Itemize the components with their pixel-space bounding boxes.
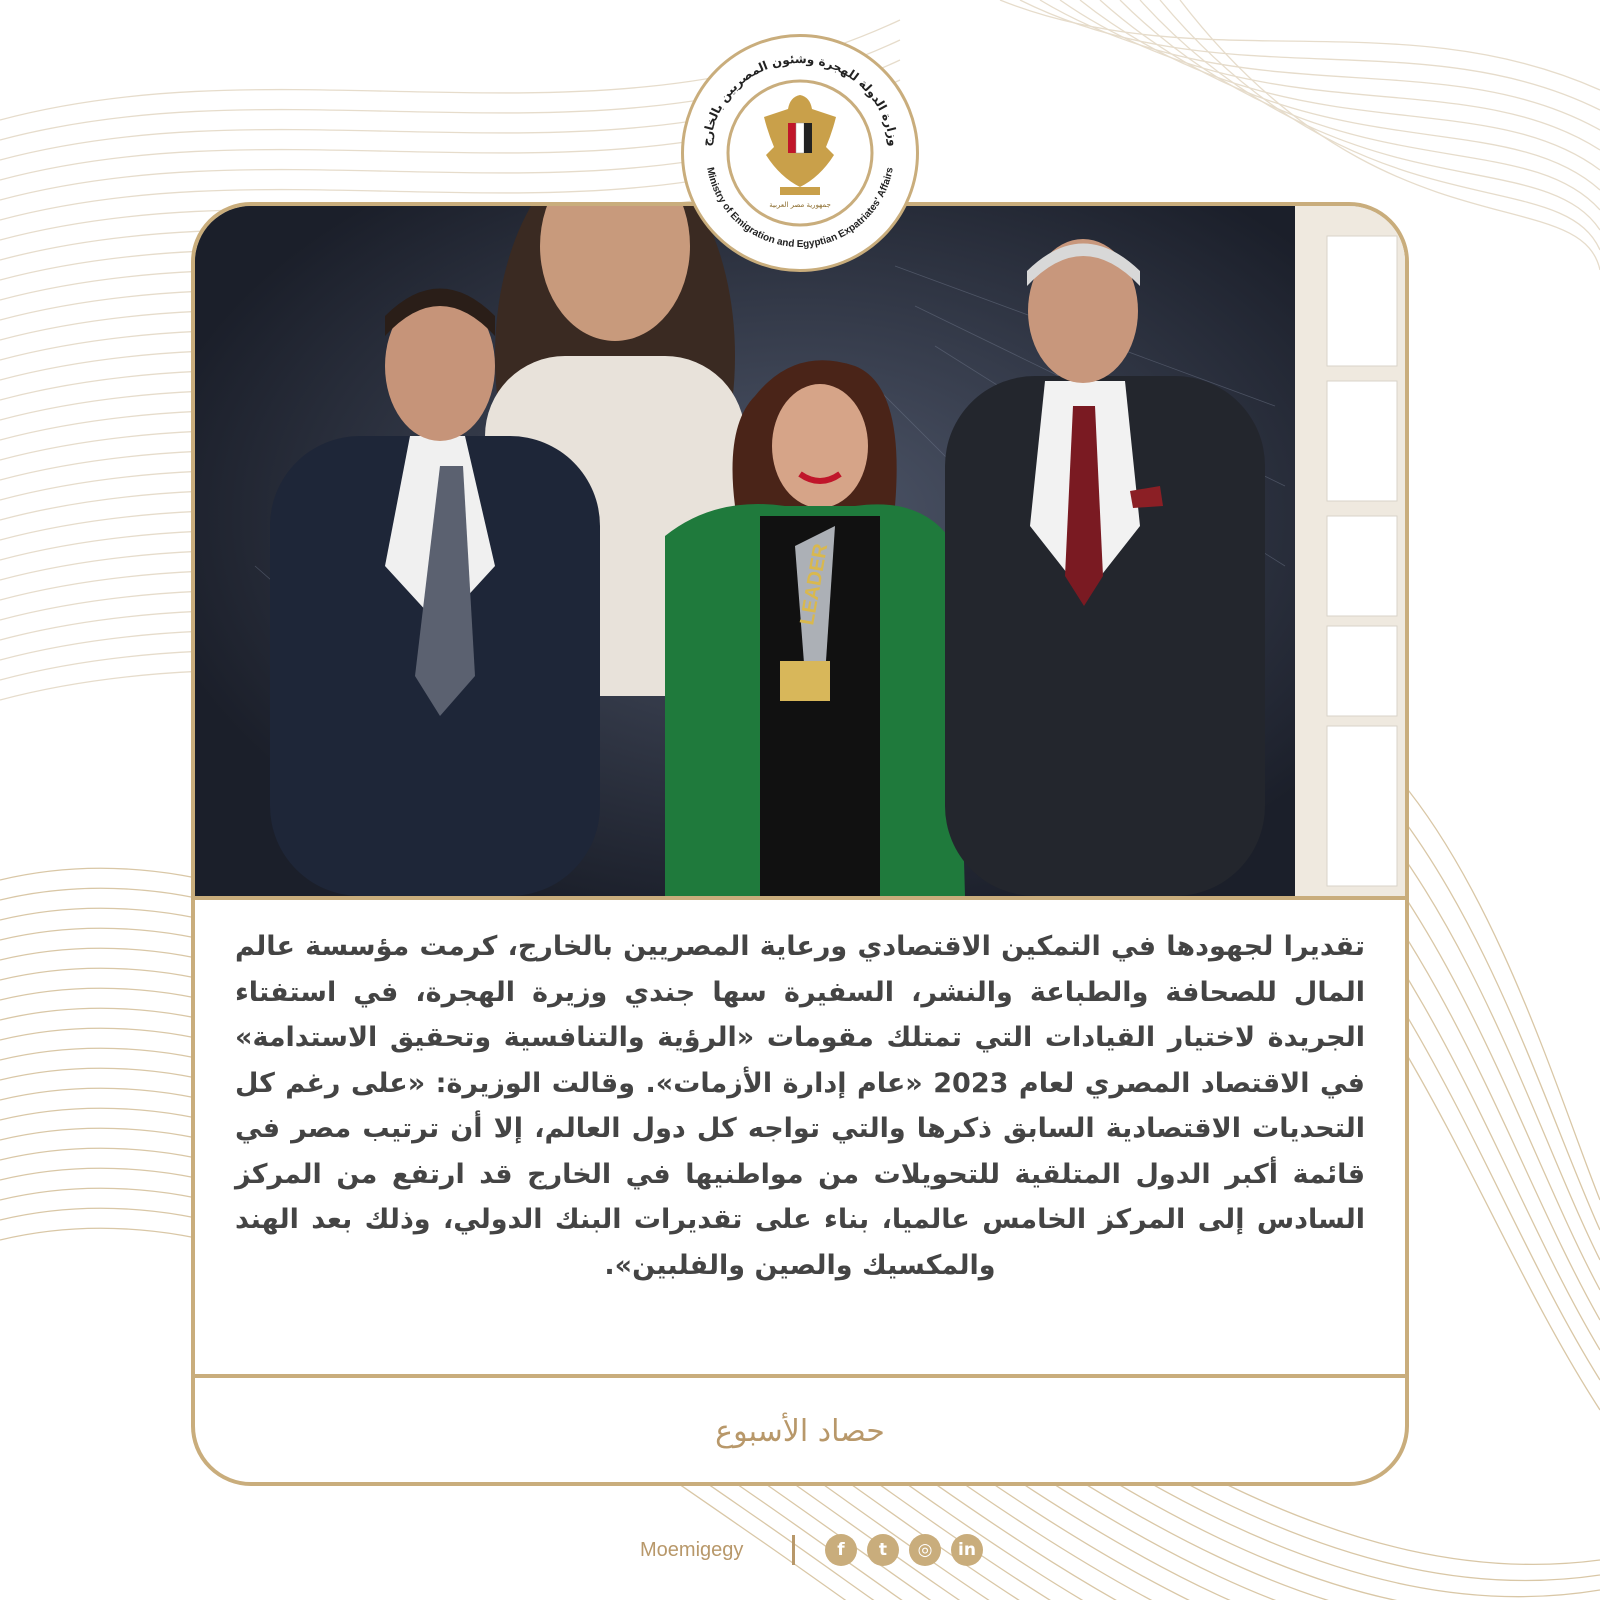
twitter-icon[interactable]: t <box>867 1534 899 1566</box>
social-separator <box>792 1535 795 1565</box>
instagram-icon[interactable]: ◎ <box>909 1534 941 1566</box>
photo-illustration <box>195 206 1405 896</box>
text-divider <box>195 1374 1405 1378</box>
footer-title: حصاد الأسبوع <box>715 1414 885 1449</box>
sponsor-logo-1 <box>1327 236 1397 366</box>
sponsor-logo-4 <box>1327 626 1397 716</box>
sponsor-logo-2 <box>1327 381 1397 501</box>
social-footer <box>640 1530 1010 1570</box>
ministry-logo <box>681 34 919 272</box>
sponsor-logo-5 <box>1327 726 1397 886</box>
body-text: تقديرا لجهودها في التمكين الاقتصادي ورعاية المصريين بالخارج، كرمت مؤسسة عالم المال للصحافة والطباعة والنشر، السفيرة سها جندي وزيرة الهجرة، في استفتاء الجريدة لاختيار القيادات التي تمتلك مقومات «الرؤية والتنافسية وتحقيق الاستدامة» في الاقتصاد المصري لعام 2023 «عام إدارة الأزمات». وقالت الوزيرة: «على رغم كل التحديات الاقتصادية السابق ذكرها والتي تواجه كل دول العالم، إلا أن ترتيب مصر في قائمة أكبر الدول المتلقية للتحويلات من مواطنيها في الخارج قد ارتفع من المركز السادس إلى المركز الخامس عالميا، بناء على تقديرات البنك الدولي، وذلك بعد الهند والمكسيك والصين والفلبين». <box>235 931 1365 1281</box>
content-card <box>191 202 1409 1486</box>
emblem-caption: جمهورية مصر العربية <box>769 201 831 209</box>
photo-divider <box>195 896 1405 900</box>
logo-arabic-ring: وزارة الدولة للهجرة وشئون المصريين بالخارج <box>699 51 901 147</box>
linkedin-icon[interactable]: in <box>951 1534 983 1566</box>
trophy-label: LEADER <box>796 542 833 627</box>
trophy-plaque <box>780 661 830 701</box>
logo-english-ring: Ministry of Emigration and Egyptian Expatriates' Affairs <box>704 166 896 250</box>
award-photo <box>195 206 1405 896</box>
ministry-seal <box>684 37 916 269</box>
social-handle[interactable]: Moemigegy <box>640 1538 744 1561</box>
sponsor-logo-3 <box>1327 516 1397 616</box>
facebook-icon[interactable]: f <box>825 1534 857 1566</box>
